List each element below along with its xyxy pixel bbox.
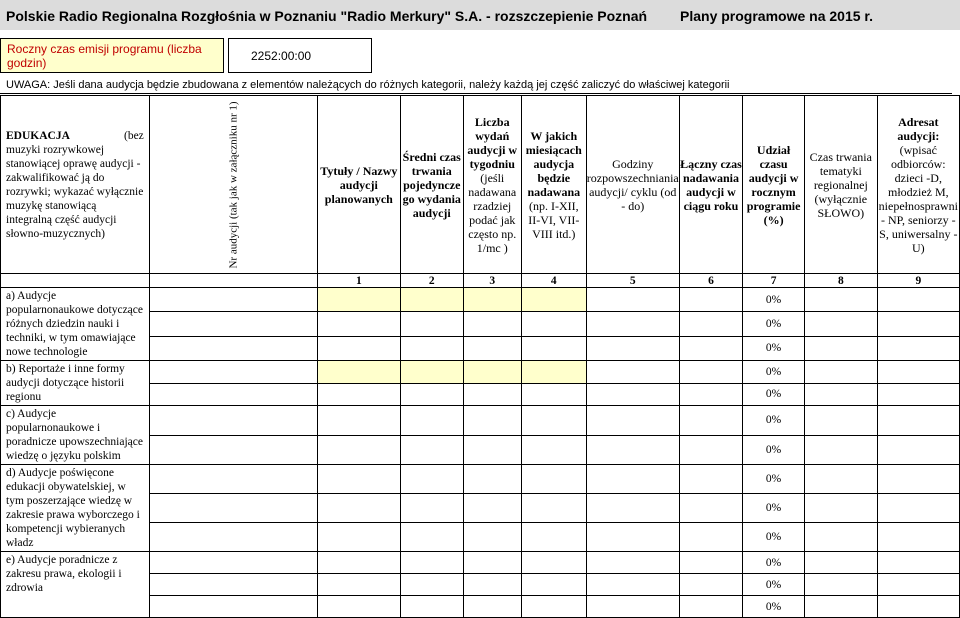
table-cell[interactable]	[877, 494, 959, 523]
table-cell[interactable]	[317, 523, 400, 552]
table-cell[interactable]	[463, 406, 521, 436]
education-title: EDUKACJA	[6, 129, 70, 142]
table-cell[interactable]	[586, 336, 679, 360]
table-cell[interactable]	[149, 465, 317, 494]
table-cell[interactable]	[877, 288, 959, 312]
header-col-10-rest: (wpisać odbiorców: dzieci -D, młodzież M, niepełnosprawni - NP, seniorzy - S, uniwersalny - U)	[878, 142, 958, 255]
column-number-row	[1, 274, 960, 288]
table-cell[interactable]	[805, 383, 878, 406]
table-cell[interactable]	[463, 361, 521, 384]
education-description: muzyki rozrywkowej stanowiącej oprawę audycji - zakwalifikować ją do rozrywki; wykazać wyłącznie muzykę stanowiącą integralną część audycji słowno-muzycznych)	[6, 143, 144, 240]
table-cell[interactable]	[877, 596, 959, 618]
header-col-6: Godziny rozpowszechniania audycji/ cyklu (od - do)	[586, 96, 679, 274]
table-cell[interactable]	[586, 312, 679, 336]
share-percent-cell[interactable]: 0%	[743, 552, 805, 574]
share-percent-cell[interactable]: 0%	[743, 406, 805, 436]
share-percent-cell[interactable]: 0%	[743, 336, 805, 360]
table-cell[interactable]	[317, 312, 400, 336]
table-row	[1, 361, 960, 384]
table-cell[interactable]	[679, 523, 742, 552]
table-cell[interactable]	[400, 596, 463, 618]
table-cell[interactable]	[586, 596, 679, 618]
table-cell[interactable]	[877, 336, 959, 360]
category-label: d) Audycje poświęcone edukacji obywatelskiej, w tym poszerzające wiedzę w zakresie prawa wyborczego i kompetencji wybieranych władz	[1, 465, 150, 552]
table-cell[interactable]	[463, 435, 521, 465]
table-cell[interactable]	[400, 288, 463, 312]
table-cell[interactable]	[521, 361, 586, 384]
table-cell[interactable]	[317, 361, 400, 384]
table-cell[interactable]	[679, 406, 742, 436]
table-cell[interactable]	[805, 552, 878, 574]
plan-year-title: Plany programowe na 2015 r.	[680, 8, 873, 24]
column-number: 2	[400, 274, 463, 288]
table-cell[interactable]	[521, 494, 586, 523]
table-cell[interactable]	[317, 435, 400, 465]
table-cell[interactable]	[586, 465, 679, 494]
table-cell[interactable]	[463, 494, 521, 523]
table-cell[interactable]	[400, 336, 463, 360]
table-cell[interactable]	[586, 288, 679, 312]
category-label-region: regionu	[6, 391, 42, 403]
table-cell[interactable]	[679, 361, 742, 384]
table-cell[interactable]	[400, 494, 463, 523]
document-title: Polskie Radio Regionalna Rozgłośnia w Poznaniu "Radio Merkury" S.A. - rozszczepienie Poznań	[6, 8, 648, 24]
header-col-4-bold: Liczba wydań audycji w tygodniu	[467, 114, 518, 171]
table-cell[interactable]	[805, 494, 878, 523]
table-cell[interactable]	[149, 383, 317, 406]
table-cell[interactable]	[149, 406, 317, 436]
table-cell[interactable]	[805, 361, 878, 384]
table-cell[interactable]	[317, 465, 400, 494]
table-cell[interactable]	[586, 435, 679, 465]
share-percent-cell[interactable]: 0%	[743, 465, 805, 494]
header-col-3: Średni czas trwania pojedyncze go wydania audycji	[400, 96, 463, 274]
header-col-1	[149, 96, 317, 274]
table-cell[interactable]	[805, 336, 878, 360]
table-cell[interactable]	[877, 465, 959, 494]
table-cell[interactable]	[521, 336, 586, 360]
table-cell[interactable]	[317, 596, 400, 618]
table-cell[interactable]	[149, 552, 317, 574]
table-cell[interactable]	[521, 596, 586, 618]
table-cell[interactable]	[521, 435, 586, 465]
table-cell[interactable]	[463, 288, 521, 312]
table-cell[interactable]	[521, 312, 586, 336]
table-cell[interactable]	[317, 494, 400, 523]
table-cell[interactable]	[877, 552, 959, 574]
table-cell[interactable]	[149, 312, 317, 336]
header-col-7: Łączny czas nadawania audycji w ciągu roku	[679, 96, 742, 274]
table-cell[interactable]	[463, 465, 521, 494]
table-row	[1, 465, 960, 494]
table-cell[interactable]	[317, 383, 400, 406]
table-cell[interactable]	[400, 312, 463, 336]
table-cell[interactable]	[521, 552, 586, 574]
share-percent-cell[interactable]: 0%	[743, 361, 805, 384]
table-cell[interactable]	[400, 383, 463, 406]
table-cell[interactable]	[521, 288, 586, 312]
table-cell[interactable]	[679, 494, 742, 523]
category-label: e) Audycje poradnicze z zakresu prawa, ekologii i zdrowia	[1, 552, 150, 618]
table-cell[interactable]	[400, 523, 463, 552]
column-number-blank	[149, 274, 317, 288]
column-number: 9	[877, 274, 959, 288]
table-cell[interactable]	[317, 288, 400, 312]
table-cell[interactable]	[463, 312, 521, 336]
table-cell[interactable]	[521, 383, 586, 406]
table-cell[interactable]	[317, 336, 400, 360]
header-col-9: Czas trwania tematyki regionalnej (wyłącznie SŁOWO)	[805, 96, 878, 274]
share-percent-cell[interactable]: 0%	[743, 574, 805, 596]
category-label: c) Audycje popularnonaukowe i poradnicze upowszechniające wiedzę o języku polskim	[1, 406, 150, 465]
table-cell[interactable]	[679, 336, 742, 360]
table-cell[interactable]	[805, 312, 878, 336]
header-row	[1, 96, 960, 274]
column-number-blank	[1, 274, 150, 288]
table-cell[interactable]	[679, 312, 742, 336]
table-cell[interactable]	[586, 523, 679, 552]
table-cell[interactable]	[679, 465, 742, 494]
warning-note: UWAGA: Jeśli dana audycja będzie zbudowana z elementów należących do różnych kategorii, należy każdą jej część zaliczyć do właściwej kategorii	[6, 79, 730, 91]
table-cell[interactable]	[877, 361, 959, 384]
table-cell[interactable]	[463, 552, 521, 574]
share-percent-cell[interactable]: 0%	[743, 383, 805, 406]
table-row	[1, 288, 960, 312]
table-cell[interactable]	[149, 288, 317, 312]
share-percent-cell[interactable]: 0%	[743, 494, 805, 523]
table-cell[interactable]	[521, 465, 586, 494]
table-cell[interactable]	[400, 465, 463, 494]
table-cell[interactable]	[317, 406, 400, 436]
table-cell[interactable]	[586, 406, 679, 436]
column-number: 7	[743, 274, 805, 288]
education-suffix: (bez	[123, 129, 144, 142]
column-number: 6	[679, 274, 742, 288]
table-cell[interactable]	[521, 523, 586, 552]
table-cell[interactable]	[805, 435, 878, 465]
table-cell[interactable]	[149, 523, 317, 552]
table-cell[interactable]	[149, 361, 317, 384]
table-cell[interactable]	[586, 494, 679, 523]
table-cell[interactable]	[149, 494, 317, 523]
annual-emission-label: Roczny czas emisji programu (liczba godzin)	[0, 38, 224, 73]
program-plan-table	[0, 95, 960, 618]
category-label-text: b) Reportaże i inne formy audycji dotyczące historii	[6, 363, 125, 389]
table-cell[interactable]	[805, 406, 878, 436]
table-cell[interactable]	[463, 336, 521, 360]
table-cell[interactable]	[317, 552, 400, 574]
category-label	[1, 361, 150, 406]
table-cell[interactable]	[877, 435, 959, 465]
table-cell[interactable]	[679, 552, 742, 574]
header-col-8-bold: Udział czasu audycji w rocznym programie	[746, 142, 801, 213]
header-col-2: Tytuły / Nazwy audycji planowanych	[317, 96, 400, 274]
table-cell[interactable]	[400, 406, 463, 436]
category-label: a) Audycje popularnonaukowe dotyczące różnych dziedzin nauki i techniki, w tym omawiające nowe technologie	[1, 288, 150, 361]
table-cell[interactable]	[679, 288, 742, 312]
table-cell[interactable]	[877, 523, 959, 552]
table-cell[interactable]	[149, 336, 317, 360]
header-col-5-rest: (np. I-XII, II-VI, VII-VIII itd.)	[528, 198, 580, 241]
table-cell[interactable]	[521, 406, 586, 436]
annual-emission-value[interactable]: 2252:00:00	[228, 38, 372, 73]
column-number: 1	[317, 274, 400, 288]
table-cell[interactable]	[877, 312, 959, 336]
column-number: 4	[521, 274, 586, 288]
table-cell[interactable]	[586, 552, 679, 574]
table-cell[interactable]	[805, 596, 878, 618]
table-cell[interactable]	[400, 361, 463, 384]
table-cell[interactable]	[805, 288, 878, 312]
column-number: 8	[805, 274, 878, 288]
share-percent-cell[interactable]: 0%	[743, 435, 805, 465]
share-percent-cell[interactable]: 0%	[743, 288, 805, 312]
header-col-4-rest: (jeśli nadawana rzadziej podać jak często np. 1/mc )	[468, 170, 517, 255]
table-cell[interactable]	[149, 596, 317, 618]
header-col-4	[463, 96, 521, 274]
column-number: 3	[463, 274, 521, 288]
header-col-10	[877, 96, 959, 274]
table-cell[interactable]	[679, 596, 742, 618]
table-cell[interactable]	[805, 523, 878, 552]
table-cell[interactable]	[586, 383, 679, 406]
header-col-8	[743, 96, 805, 274]
header-col-5	[521, 96, 586, 274]
table-cell[interactable]	[463, 523, 521, 552]
share-percent-cell[interactable]: 0%	[743, 312, 805, 336]
share-percent-cell[interactable]: 0%	[743, 523, 805, 552]
table-cell[interactable]	[877, 406, 959, 436]
header-col-8-rest: (%)	[763, 212, 784, 227]
header-col-5-bold: W jakich miesiącach audycja będzie nadawana	[525, 128, 582, 199]
table-cell[interactable]	[586, 361, 679, 384]
table-cell[interactable]	[149, 435, 317, 465]
table-cell[interactable]	[463, 383, 521, 406]
table-cell[interactable]	[463, 596, 521, 618]
table-cell[interactable]	[679, 435, 742, 465]
table-cell[interactable]	[877, 383, 959, 406]
header-education	[1, 96, 150, 274]
header-col-1-text: Nr audycji (tak jak w załączniku nr 1)	[227, 100, 240, 269]
table-cell[interactable]	[679, 383, 742, 406]
table-row	[1, 552, 960, 574]
share-percent-cell[interactable]: 0%	[743, 596, 805, 618]
divider	[0, 93, 952, 94]
table-cell[interactable]	[805, 465, 878, 494]
table-row	[1, 406, 960, 436]
header-col-10-bold: Adresat audycji:	[897, 114, 940, 143]
column-number: 5	[586, 274, 679, 288]
table-cell[interactable]	[400, 435, 463, 465]
table-cell[interactable]	[400, 552, 463, 574]
